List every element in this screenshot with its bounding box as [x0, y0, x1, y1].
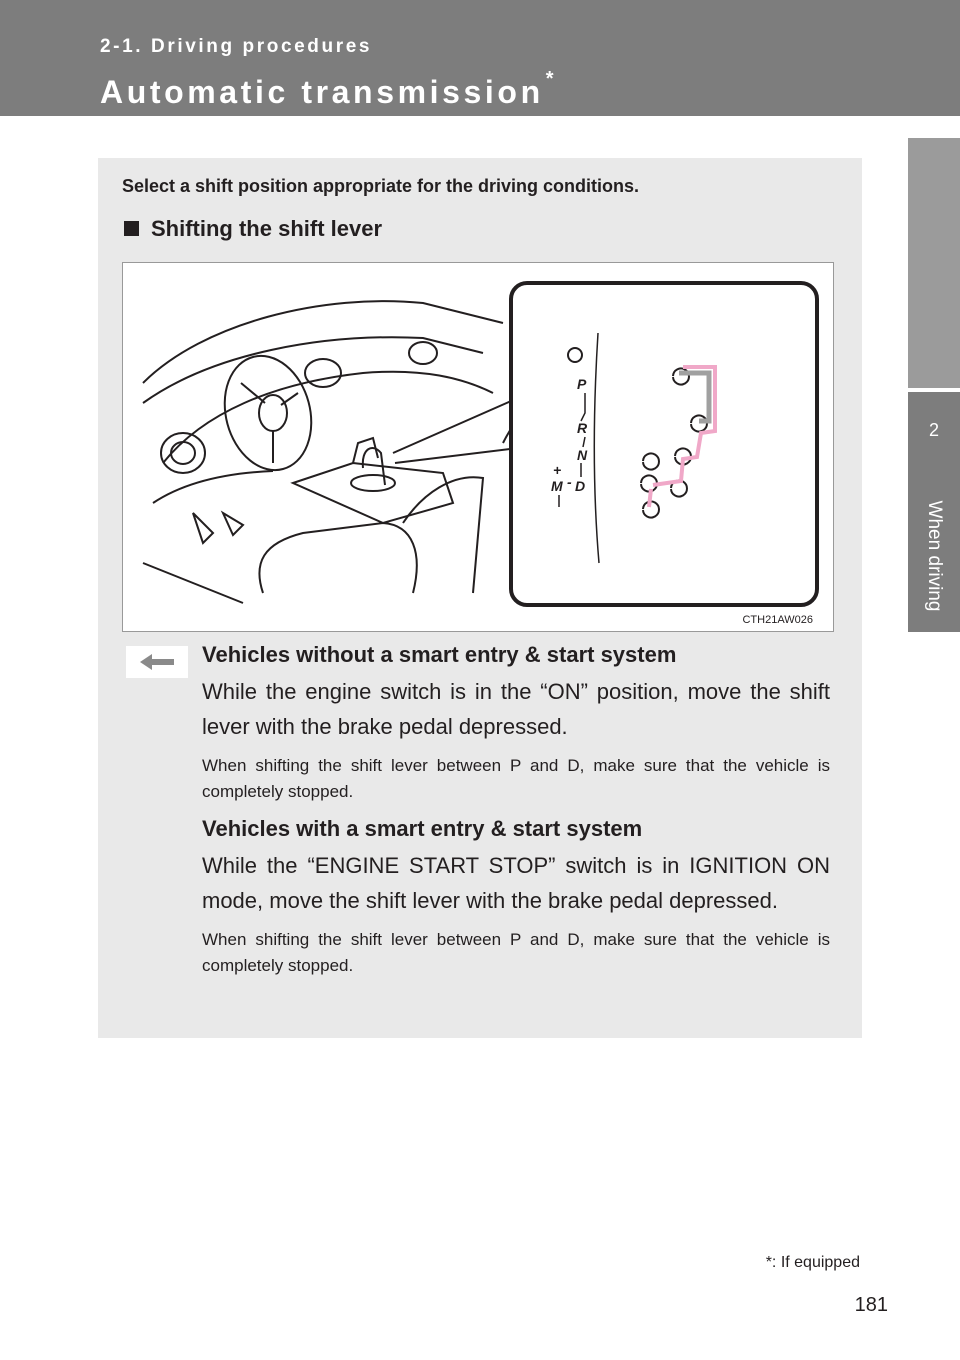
page-number: 181: [854, 1294, 888, 1316]
subheading-text: Shifting the shift lever: [151, 216, 383, 241]
callout-lines: [393, 398, 518, 463]
header-bar: [0, 0, 960, 116]
gate-label-minus: -: [567, 474, 572, 490]
gate-label-m: M: [551, 478, 563, 494]
block-text: While the engine switch is in the “ON” position, move the shift lever with the brake pedal depressed.: [202, 679, 830, 739]
intro-text: Select a shift position appropriate for the driving conditions.: [122, 176, 640, 196]
block-note: When shifting the shift lever between P and D, make sure that the vehicle is completely stopped.: [202, 930, 830, 975]
block-text: While the “ENGINE START STOP” switch is in IGNITION ON mode, move the shift lever with the brake pedal depressed.: [202, 853, 830, 913]
footnote-text: : If equipped: [771, 1254, 860, 1271]
gate-label-n: N: [577, 447, 588, 463]
side-tab-upper: [908, 138, 960, 388]
left-arrow-icon: [126, 646, 188, 678]
block-heading: Vehicles with a smart entry & start system: [202, 816, 643, 841]
magnified-panel: [511, 283, 817, 605]
block-without-smart-entry: [202, 642, 830, 805]
pink-manual-path: [649, 489, 651, 507]
gate-label-p: P: [577, 376, 587, 392]
page-title: [100, 68, 554, 111]
gate-label-r: R: [577, 420, 588, 436]
shift-lever-figure: [122, 262, 834, 632]
arrow-tab: [126, 646, 188, 678]
shift-lever-illustration: [123, 263, 835, 633]
chapter-number: 2: [928, 420, 939, 440]
subheading: [124, 216, 382, 242]
figure-code: CTH21AW026: [742, 614, 813, 626]
footnote: [766, 1254, 860, 1272]
chapter-name: When driving: [924, 500, 945, 612]
block-note: When shifting the shift lever between P and D, make sure that the vehicle is completely stopped.: [202, 756, 830, 801]
block-with-smart-entry: [202, 816, 830, 979]
square-bullet-icon: [124, 221, 139, 236]
gate-label-d: D: [575, 478, 586, 494]
gate-label-plus: +: [553, 462, 562, 478]
page-title-text: Automatic transmission: [100, 74, 544, 110]
block-heading: Vehicles without a smart entry & start system: [202, 642, 677, 667]
title-marker: *: [545, 68, 554, 90]
section-label: 2-1. Driving procedures: [100, 36, 373, 57]
footnote-marker: *: [765, 1254, 772, 1271]
